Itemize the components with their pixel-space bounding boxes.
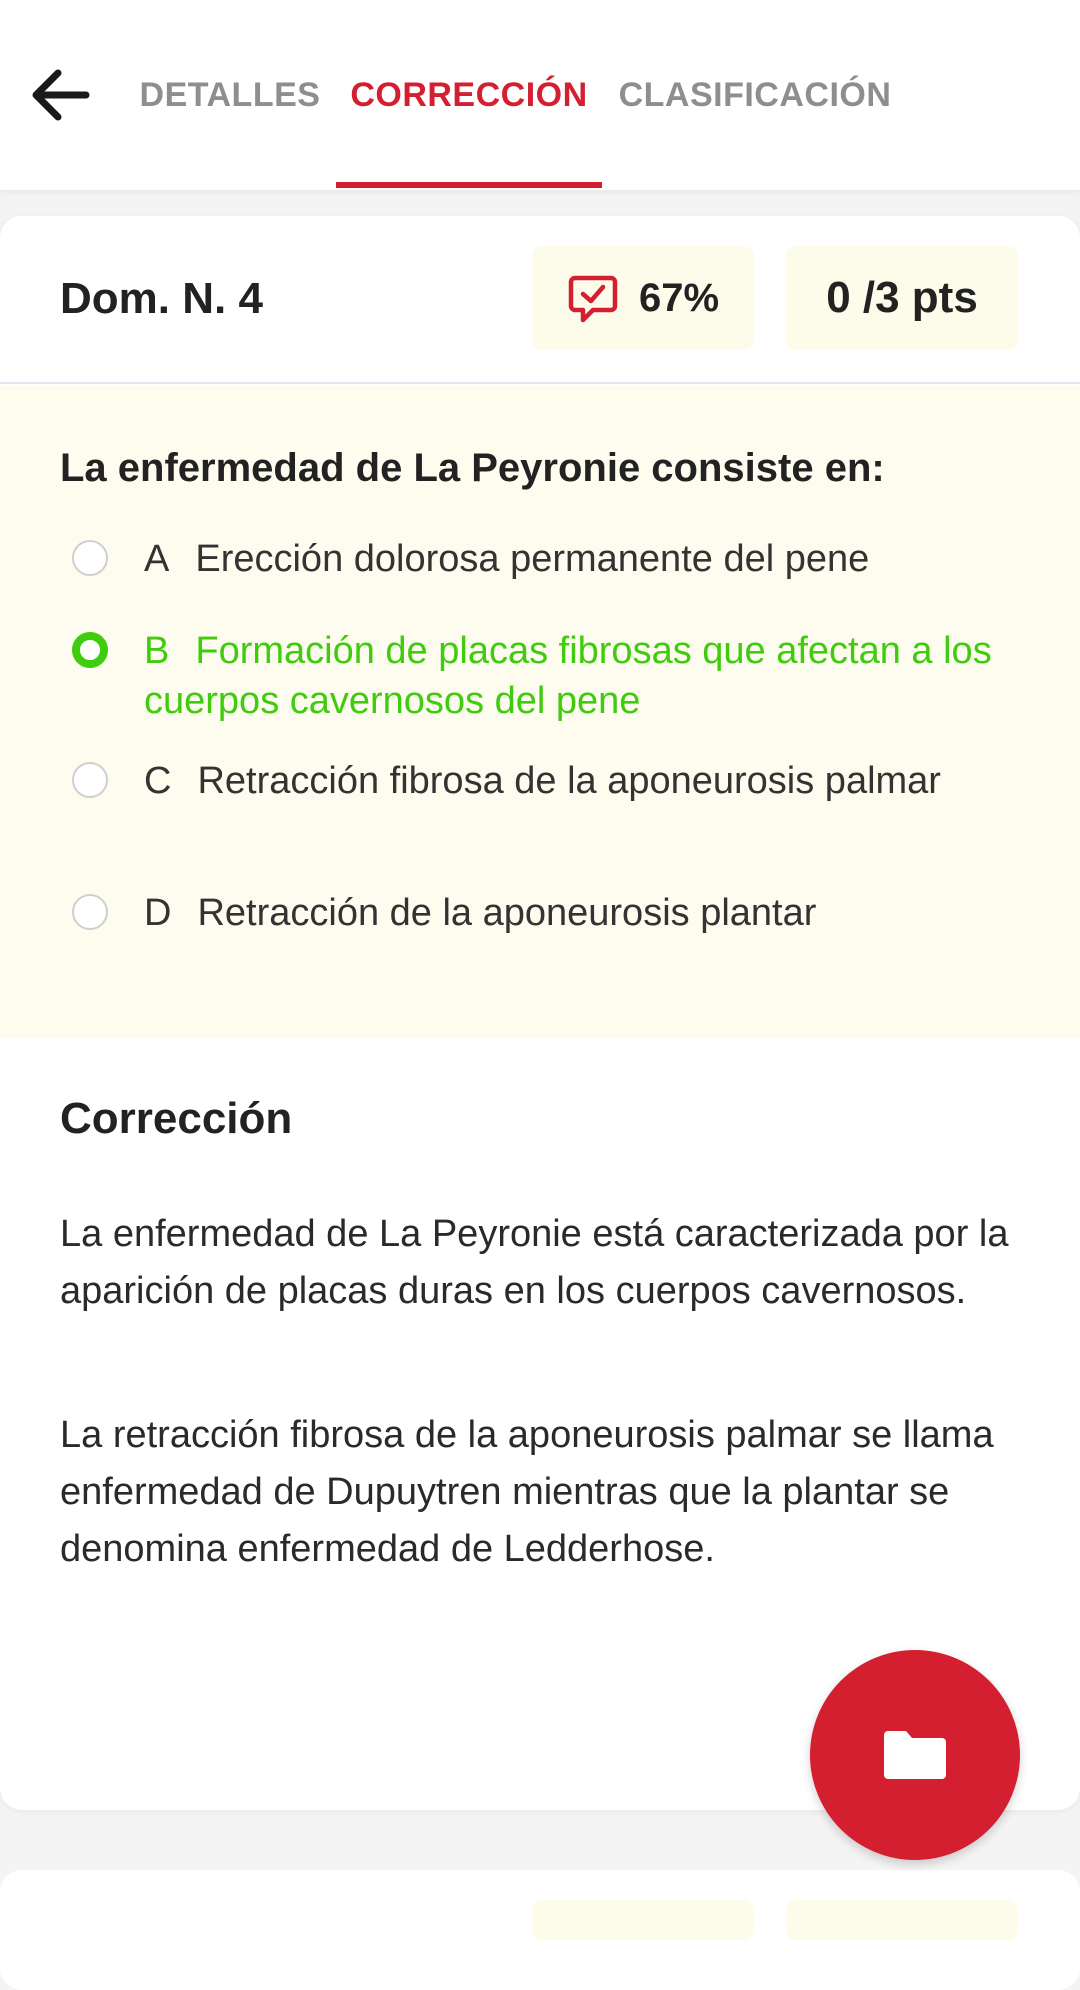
top-tab-bar bbox=[0, 0, 1080, 190]
active-tab-indicator bbox=[336, 182, 602, 188]
option-label: Erección dolorosa permanente del pene bbox=[195, 538, 870, 580]
card-header bbox=[0, 216, 1080, 384]
correction-paragraph-1: La enfermedad de La Peyronie está caracterizada por la aparición de placas duras en los cuerpos cavernosos. bbox=[60, 1213, 1009, 1312]
percent-badge bbox=[532, 246, 754, 350]
option-d-text bbox=[144, 888, 1024, 938]
next-percent-badge bbox=[532, 1900, 754, 1940]
folder-fab-button[interactable] bbox=[810, 1650, 1020, 1860]
correction-title: Corrección bbox=[60, 1094, 293, 1143]
option-b-text bbox=[144, 626, 1024, 726]
points-badge: 0 /3 pts bbox=[786, 246, 1018, 350]
next-question-card bbox=[0, 1870, 1080, 1990]
speech-bubble-check-icon bbox=[567, 272, 619, 324]
option-letter: B bbox=[144, 630, 170, 672]
tab-detalles[interactable]: DETALLES bbox=[139, 75, 321, 114]
option-a-text bbox=[144, 534, 1024, 584]
option-letter: A bbox=[144, 538, 170, 580]
question-text: La enfermedad de La Peyronie consiste en: bbox=[60, 446, 885, 490]
folder-icon bbox=[880, 1727, 950, 1783]
back-button[interactable] bbox=[20, 55, 100, 135]
question-card bbox=[0, 216, 1080, 1810]
question-section bbox=[0, 386, 1080, 1038]
arrow-left-icon bbox=[28, 67, 92, 123]
option-c-text bbox=[144, 756, 1024, 806]
question-number: Dom. N. 4 bbox=[60, 274, 263, 323]
radio-option-c[interactable] bbox=[72, 762, 108, 798]
correction-paragraph-2: La retracción fibrosa de la aponeurosis palmar se llama enfermedad de Dupuytren mientras que la plantar se denomina enfermedad de Ledderhose. bbox=[60, 1414, 994, 1570]
radio-option-d[interactable] bbox=[72, 894, 108, 930]
next-points-badge bbox=[786, 1900, 1018, 1940]
radio-option-b[interactable] bbox=[72, 632, 108, 668]
option-label: Retracción de la aponeurosis plantar bbox=[197, 892, 817, 934]
percent-value: 67% bbox=[638, 275, 720, 320]
tab-correccion[interactable]: CORRECCIÓN bbox=[350, 75, 588, 114]
option-letter: D bbox=[144, 892, 172, 934]
option-label: Formación de placas fibrosas que afectan a los cuerpos cavernosos del pene bbox=[144, 630, 992, 722]
option-letter: C bbox=[144, 760, 172, 802]
tab-clasificacion[interactable]: CLASIFICACIÓN bbox=[618, 75, 892, 114]
radio-option-a[interactable] bbox=[72, 540, 108, 576]
option-label: Retracción fibrosa de la aponeurosis palmar bbox=[197, 760, 941, 802]
